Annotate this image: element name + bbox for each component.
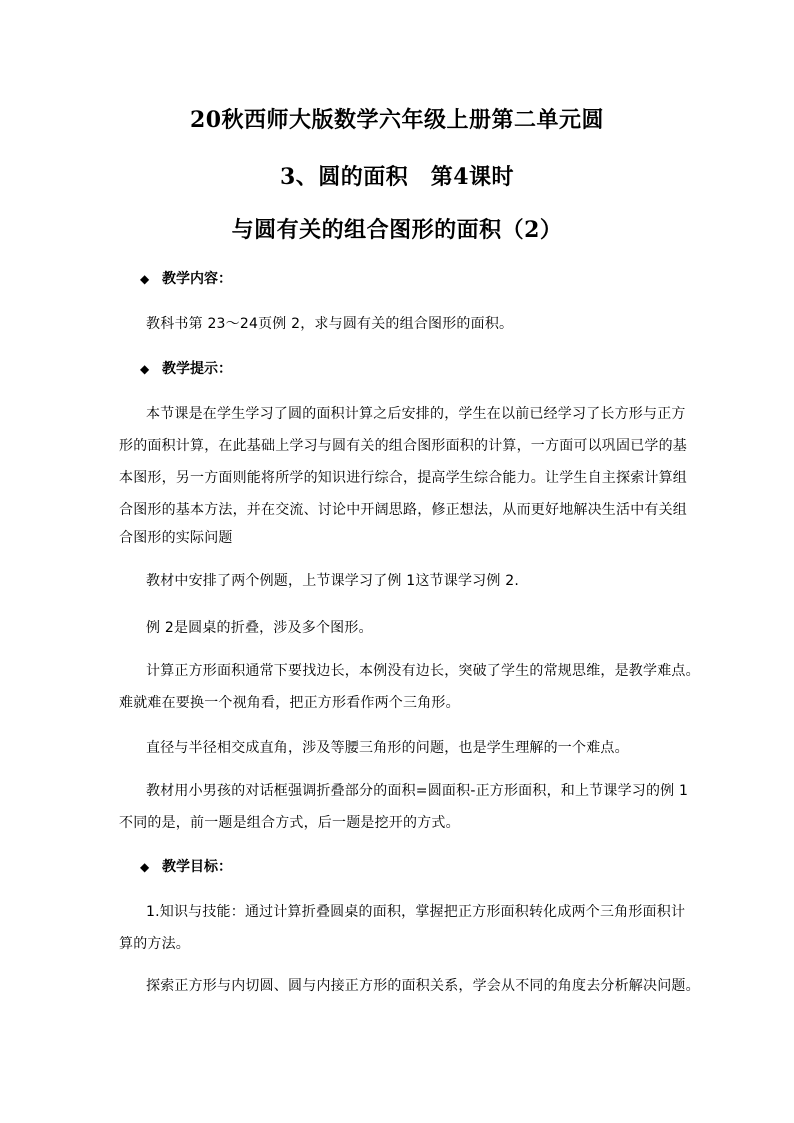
- doc-title-line-2: 3、圆的面积 第4课时: [279, 164, 515, 190]
- hints-paragraph-3: 例 2是圆桌的折叠，涉及多个图形。: [146, 620, 373, 636]
- section-heading-hints: [140, 358, 232, 378]
- hints-paragraph-6-line: 教材用小男孩的对话框强调折叠部分的面积=圆面积-正方形面积，和上节课学习的例 1: [146, 783, 689, 799]
- section-heading-label: 教学目标：: [162, 859, 232, 875]
- hints-paragraph-1-line: 形的面积计算，在此基础上学习与圆有关的组合图形面积的计算，一方面可以巩固已学的基: [119, 438, 687, 454]
- goals-paragraph-1-line: 1.知识与技能：通过计算折叠圆桌的面积，掌握把正方形面积转化成两个三角形面积计: [146, 904, 686, 920]
- hints-paragraph-1-line: 本图形，另一方面则能将所学的知识进行综合，提高学生综合能力。让学生自主探索计算组: [119, 470, 687, 486]
- hints-paragraph-1-line: 本节课是在学生学习了圆的面积计算之后安排的，学生在以前已经学习了长方形与正方: [146, 406, 686, 422]
- section-heading-content: [140, 268, 232, 288]
- doc-title-line-1: 20秋西师大版数学六年级上册第二单元圆: [189, 107, 605, 133]
- hints-paragraph-1-line: 合图形的实际问题: [119, 530, 233, 546]
- section-heading-label: 教学提示：: [162, 361, 232, 377]
- section-heading-label: 教学内容：: [162, 271, 232, 287]
- goals-paragraph-2: 探索正方形与内切圆、圆与内接正方形的面积关系，学会从不同的角度去分析解决问题。: [146, 978, 700, 994]
- hints-paragraph-4-line: 难就难在要换一个视角看，把正方形看作两个三角形。: [119, 695, 460, 711]
- hints-paragraph-1-line: 合图形的基本方法，并在交流、讨论中开阔思路，修正想法，从而更好地解决生活中有关组: [119, 502, 687, 518]
- doc-title-line-3: 与圆有关的组合图形的面积（2）: [231, 217, 563, 243]
- section-heading-goals: [140, 856, 232, 876]
- hints-paragraph-5: 直径与半径相交成直角，涉及等腰三角形的问题，也是学生理解的一个难点。: [146, 740, 629, 756]
- diamond-bullet-icon: ◆: [140, 860, 150, 874]
- hints-paragraph-2: 教材中安排了两个例题，上节课学习了例 1这节课学习例 2.: [146, 573, 519, 589]
- hints-paragraph-4-line: 计算正方形面积通常下要找边长，本例没有边长，突破了学生的常规思维，是教学难点。: [146, 663, 700, 679]
- goals-paragraph-1-line: 算的方法。: [119, 936, 190, 952]
- diamond-bullet-icon: ◆: [140, 362, 150, 376]
- content-text: 教科书第 23～24页例 2，求与圆有关的组合图形的面积。: [146, 316, 514, 332]
- diamond-bullet-icon: ◆: [140, 272, 150, 286]
- hints-paragraph-6-line: 不同的是，前一题是组合方式，后一题是挖开的方式。: [119, 815, 460, 831]
